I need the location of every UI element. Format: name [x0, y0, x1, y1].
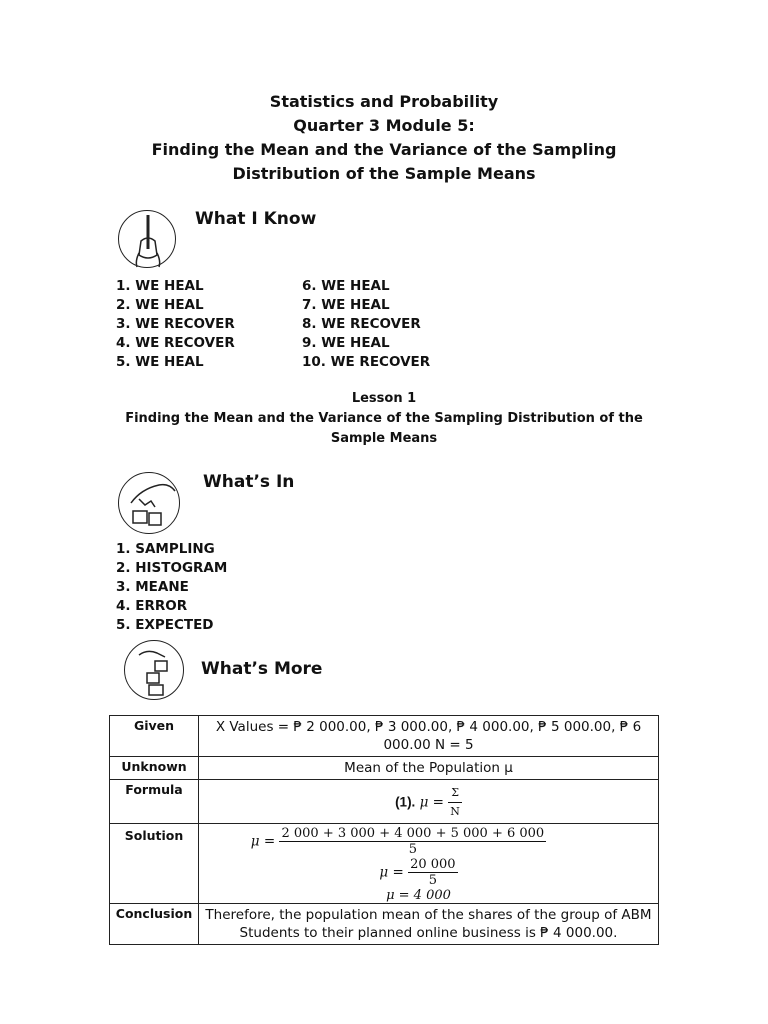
document-title — [0, 90, 768, 186]
solution-step-2 — [183, 857, 654, 888]
formula-value — [199, 780, 659, 824]
title-line-3: Finding the Mean and the Variance of the Sampling — [151, 140, 617, 159]
solution-step-3: μ = 4 000 — [386, 888, 451, 903]
what-i-know-right-list — [302, 277, 430, 372]
table-row — [110, 780, 659, 824]
formula-lhs: μ = — [419, 794, 444, 811]
given-label: Given — [110, 716, 199, 757]
formula-prefix: (1). — [395, 794, 416, 810]
solution-fraction-1 — [279, 826, 546, 857]
formula-denominator: N — [450, 805, 460, 818]
whats-more-heading: What’s More — [201, 659, 323, 679]
lesson-title-line-2: Sample Means — [330, 431, 438, 446]
whats-in-heading: What’s In — [203, 472, 295, 492]
lesson-label: Lesson 1 — [351, 391, 417, 406]
title-line-2: Quarter 3 Module 5: — [293, 116, 475, 135]
solution-numerator-2: 20 000 — [410, 857, 456, 872]
list-item: 5. WE HEAL — [116, 354, 204, 370]
list-item: 9. WE HEAL — [302, 335, 390, 351]
list-item: 6. WE HEAL — [302, 278, 390, 294]
pencil-hand-icon — [118, 210, 176, 268]
lesson-heading — [110, 389, 658, 449]
unknown-value: Mean of the Population μ — [199, 757, 659, 780]
solution-fraction-2 — [408, 857, 458, 888]
what-i-know-heading: What I Know — [195, 209, 317, 229]
solution-denominator-2: 5 — [428, 873, 437, 888]
list-item: 10. WE RECOVER — [302, 354, 431, 370]
title-line-4: Distribution of the Sample Means — [232, 164, 536, 183]
list-item: 8. WE RECOVER — [302, 316, 421, 332]
solution-label: Solution — [110, 824, 199, 904]
formula-label: Formula — [110, 780, 199, 824]
whats-in-list — [116, 540, 227, 635]
list-item: 4. WE RECOVER — [116, 335, 235, 351]
table-row — [110, 904, 659, 945]
conclusion-value: Therefore, the population mean of the shares of the group of ABM Students to their planned online business is ₱ 4 000.00. — [199, 904, 659, 945]
list-item: 5. EXPECTED — [116, 617, 214, 633]
list-item: 7. WE HEAL — [302, 297, 390, 313]
list-item: 1. SAMPLING — [116, 541, 215, 557]
list-item: 2. WE HEAL — [116, 297, 204, 313]
list-item: 3. MEANE — [116, 579, 189, 595]
solution-lhs-2: μ = — [379, 864, 404, 881]
list-item: 4. ERROR — [116, 598, 188, 614]
hand-blocks-icon — [124, 640, 184, 700]
conclusion-label: Conclusion — [110, 904, 199, 945]
title-line-1: Statistics and Probability — [269, 92, 499, 111]
solution-table — [109, 715, 659, 945]
hands-puzzle-icon — [118, 472, 180, 534]
list-item: 1. WE HEAL — [116, 278, 204, 294]
solution-lhs-1: μ = — [250, 833, 276, 850]
list-item: 2. HISTOGRAM — [116, 560, 228, 576]
solution-step-1 — [143, 826, 654, 857]
formula-numerator: Σ — [448, 784, 462, 803]
what-i-know-left-list — [116, 277, 235, 372]
lesson-title-line-1: Finding the Mean and the Variance of the Sampling Distribution of the — [125, 411, 643, 426]
given-value: X Values = ₱ 2 000.00, ₱ 3 000.00, ₱ 4 000.00, ₱ 5 000.00, ₱ 6 000.00 N = 5 — [199, 716, 659, 757]
table-row — [110, 716, 659, 757]
list-item: 3. WE RECOVER — [116, 316, 235, 332]
formula-fraction — [448, 784, 462, 821]
table-row — [110, 757, 659, 780]
unknown-label: Unknown — [110, 757, 199, 780]
solution-numerator-1: 2 000 + 3 000 + 4 000 + 5 000 + 6 000 — [281, 826, 545, 841]
table-row — [110, 824, 659, 904]
solution-denominator-1: 5 — [408, 842, 417, 857]
solution-value — [199, 824, 659, 904]
